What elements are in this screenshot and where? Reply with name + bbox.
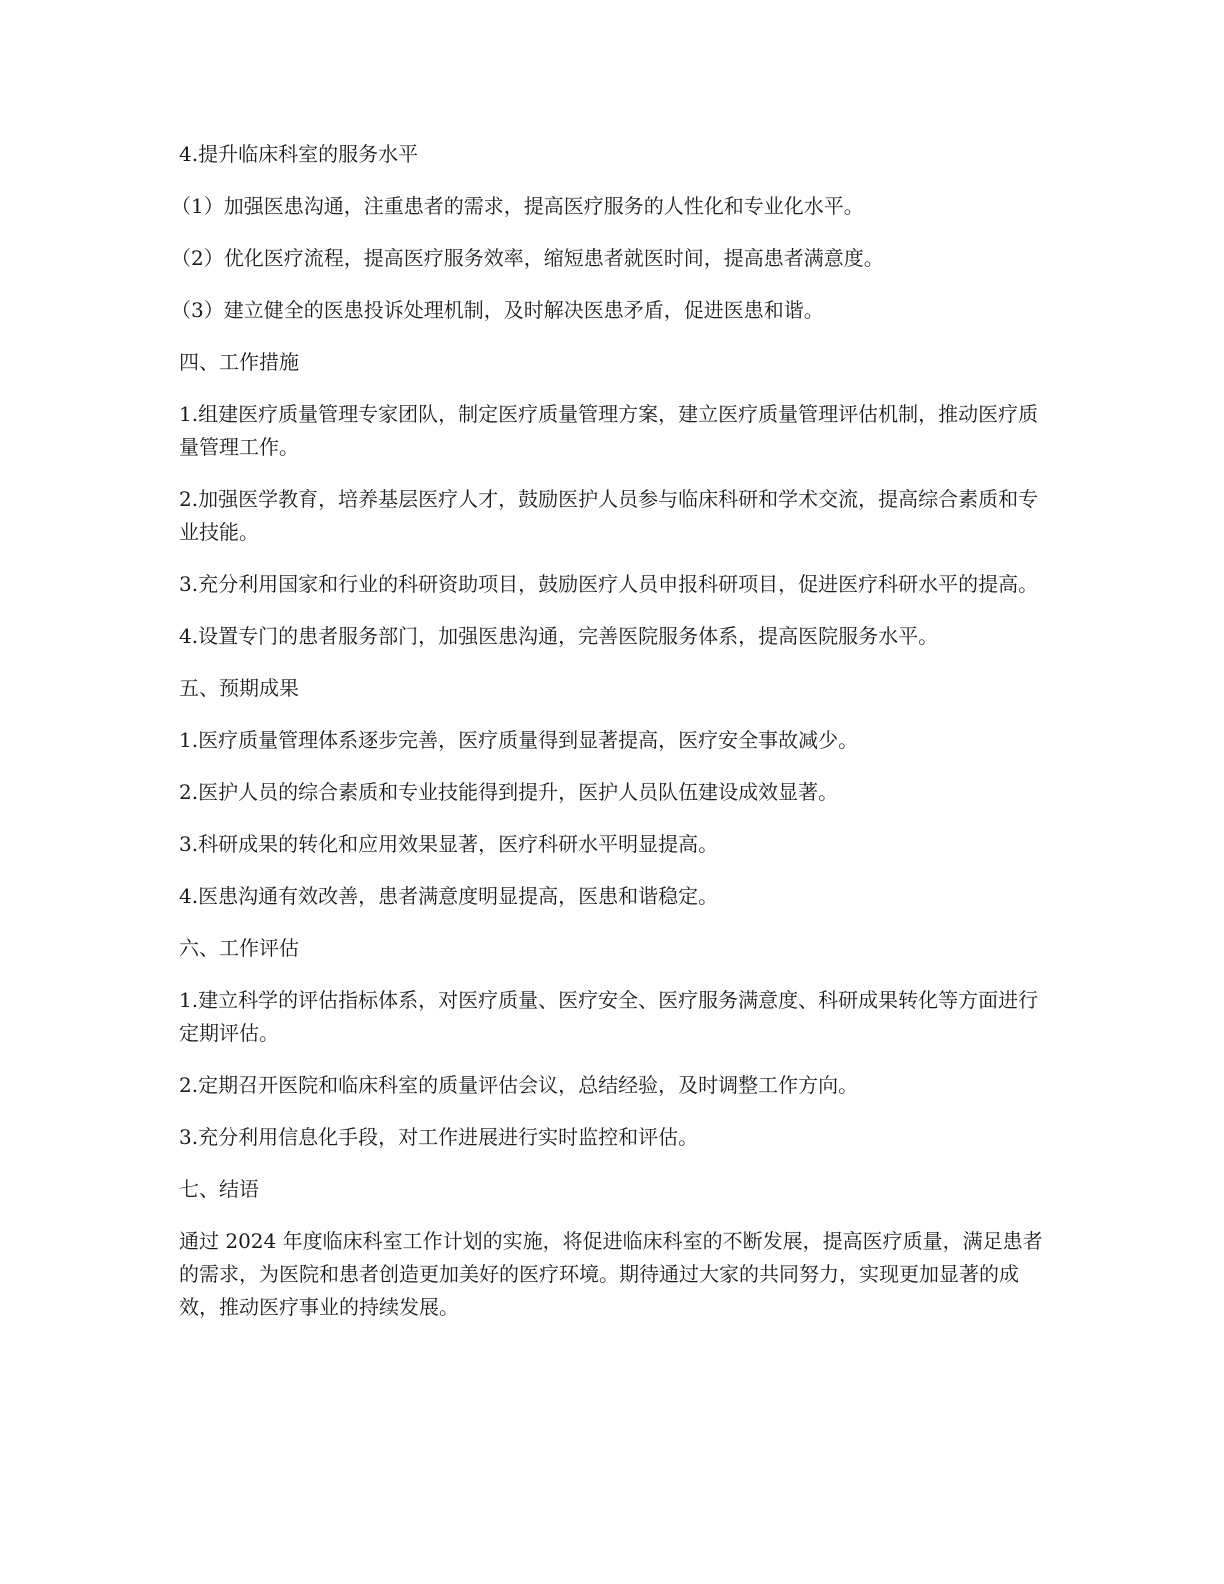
- paragraph: 4.医患沟通有效改善，患者满意度明显提高，医患和谐稳定。: [179, 884, 719, 908]
- list-item: （1）加强医患沟通，注重患者的需求，提高医疗服务的人性化和专业化水平。: [171, 194, 864, 218]
- paragraph: 1.医疗质量管理体系逐步完善，医疗质量得到显著提高，医疗安全事故减少。: [179, 728, 859, 752]
- section-heading: 六、工作评估: [179, 936, 299, 960]
- paragraph: 3.科研成果的转化和应用效果显著，医疗科研水平明显提高。: [179, 832, 719, 856]
- list-item: （3）建立健全的医患投诉处理机制，及时解决医患矛盾，促进医患和谐。: [171, 298, 824, 322]
- section-heading: 五、预期成果: [179, 676, 299, 700]
- paragraph: 通过 2024 年度临床科室工作计划的实施，将促进临床科室的不断发展，提高医疗质量，满足患者的需求，为医院和患者创造更加美好的医疗环境。期待通过大家的共同努力，实现更加显著的成效，推动医疗事业的持续发展。: [179, 1229, 1043, 1319]
- paragraph: 2.定期召开医院和临床科室的质量评估会议，总结经验，及时调整工作方向。: [179, 1073, 859, 1097]
- section-heading: 四、工作措施: [179, 350, 299, 374]
- paragraph: 3.充分利用信息化手段，对工作进展进行实时监控和评估。: [179, 1125, 699, 1149]
- list-item: （2）优化医疗流程，提高医疗服务效率，缩短患者就医时间，提高患者满意度。: [171, 246, 884, 270]
- paragraph: 2.加强医学教育，培养基层医疗人才，鼓励医护人员参与临床科研和学术交流，提高综合素质和专业技能。: [179, 487, 1039, 544]
- section-heading: 七、结语: [179, 1177, 259, 1201]
- paragraph: 1.建立科学的评估指标体系，对医疗质量、医疗安全、医疗服务满意度、科研成果转化等方面进行定期评估。: [179, 988, 1039, 1045]
- paragraph: 2.医护人员的综合素质和专业技能得到提升，医护人员队伍建设成效显著。: [179, 780, 839, 804]
- subsection-heading: 4.提升临床科室的服务水平: [179, 142, 419, 166]
- paragraph: 3.充分利用国家和行业的科研资助项目，鼓励医疗人员申报科研项目，促进医疗科研水平的提高。: [179, 572, 1039, 596]
- paragraph: 1.组建医疗质量管理专家团队，制定医疗质量管理方案，建立医疗质量管理评估机制，推动医疗质量管理工作。: [179, 402, 1039, 459]
- paragraph: 4.设置专门的患者服务部门，加强医患沟通，完善医院服务体系，提高医院服务水平。: [179, 624, 939, 648]
- document-body: [171, 138, 1045, 1343]
